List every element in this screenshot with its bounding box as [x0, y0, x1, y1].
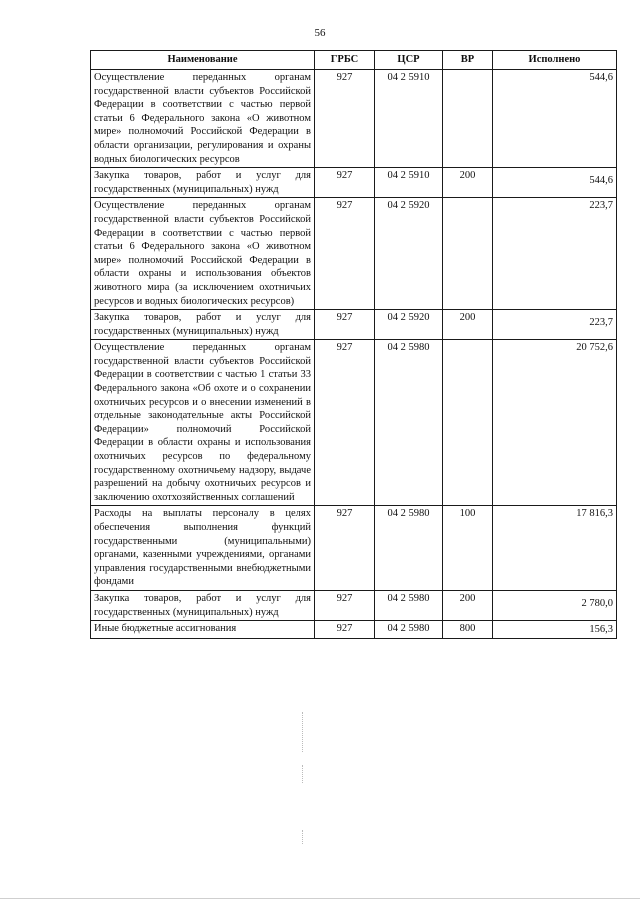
row-vr: 100 — [443, 506, 493, 591]
row-vr: 200 — [443, 168, 493, 198]
header-amount: Исполнено — [493, 51, 617, 70]
header-csr: ЦСР — [375, 51, 443, 70]
row-amount: 17 816,3 — [493, 506, 617, 591]
row-name: Закупка товаров, работ и услуг для государственных (муниципальных) нужд — [91, 590, 315, 620]
row-grbs: 927 — [315, 340, 375, 506]
row-csr: 04 2 5910 — [375, 70, 443, 168]
row-name: Иные бюджетные ассигнования — [91, 621, 315, 639]
row-csr: 04 2 5920 — [375, 310, 443, 340]
row-vr: 800 — [443, 621, 493, 639]
row-grbs: 927 — [315, 506, 375, 591]
header-grbs: ГРБС — [315, 51, 375, 70]
row-csr: 04 2 5910 — [375, 168, 443, 198]
row-grbs: 927 — [315, 70, 375, 168]
table-row — [91, 198, 617, 310]
table-row — [91, 70, 617, 168]
scan-artifact — [302, 765, 303, 783]
row-csr: 04 2 5980 — [375, 340, 443, 506]
row-csr: 04 2 5980 — [375, 590, 443, 620]
row-grbs: 927 — [315, 168, 375, 198]
row-vr — [443, 70, 493, 168]
table-row — [91, 506, 617, 591]
row-vr: 200 — [443, 590, 493, 620]
row-csr: 04 2 5980 — [375, 621, 443, 639]
row-name: Закупка товаров, работ и услуг для государственных (муниципальных) нужд — [91, 310, 315, 340]
row-grbs: 927 — [315, 310, 375, 340]
table-row — [91, 340, 617, 506]
row-vr — [443, 198, 493, 310]
table-row — [91, 168, 617, 198]
row-csr: 04 2 5980 — [375, 506, 443, 591]
row-grbs: 927 — [315, 198, 375, 310]
table-row — [91, 621, 617, 639]
header-vr: ВР — [443, 51, 493, 70]
row-grbs: 927 — [315, 590, 375, 620]
table-row — [91, 310, 617, 340]
row-amount: 2 780,0 — [493, 590, 617, 620]
row-amount: 223,7 — [493, 198, 617, 310]
row-csr: 04 2 5920 — [375, 198, 443, 310]
row-amount: 544,6 — [493, 70, 617, 168]
header-name: Наименование — [91, 51, 315, 70]
table-header-row — [91, 51, 617, 70]
row-name: Расходы на выплаты персоналу в целях обеспечения выполнения функций государственными (муниципальными) органами, казенными учреждениями, органами управления государственными внебюджетными фондами — [91, 506, 315, 591]
scan-artifact — [302, 712, 303, 752]
scan-artifact — [302, 830, 303, 844]
row-vr — [443, 340, 493, 506]
row-name: Закупка товаров, работ и услуг для государственных (муниципальных) нужд — [91, 168, 315, 198]
row-grbs: 927 — [315, 621, 375, 639]
budget-table — [90, 50, 617, 639]
row-amount: 223,7 — [493, 310, 617, 340]
row-amount: 156,3 — [493, 621, 617, 639]
row-name: Осуществление переданных органам государственной власти субъектов Российской Федерации в соответствии с частью первой статьи 6 Федерального закона «О животном мире» полномочий Российской Федерации в области охраны и использования объектов животного мира (за исключением охотничьих ресурсов и водных биологических ресурсов) — [91, 198, 315, 310]
page-bottom-edge — [0, 898, 640, 899]
row-vr: 200 — [443, 310, 493, 340]
row-name: Осуществление переданных органам государственной власти субъектов Российской Федерации в соответствии с частью первой статьи 6 Федерального закона «О животном мире» полномочий Российской Федерации в области организации, регулирования и охраны водных биологических ресурсов — [91, 70, 315, 168]
row-amount: 20 752,6 — [493, 340, 617, 506]
row-amount: 544,6 — [493, 168, 617, 198]
page-number: 56 — [314, 27, 326, 39]
table-row — [91, 590, 617, 620]
row-name: Осуществление переданных органам государственной власти субъектов Российской Федерации в соответствии с частью 1 статьи 33 Федерального закона «Об охоте и о сохранении охотничьих ресурсов и о внесении изменений в отдельные законодательные акты Российской Федерации» полномочий Российской Федерации в области охраны и использования охотничьих ресурсов по федеральному государственному охотничьему надзору, выдаче разрешений на добычу охотничьих ресурсов и заключению охотхозяйственных соглашений — [91, 340, 315, 506]
